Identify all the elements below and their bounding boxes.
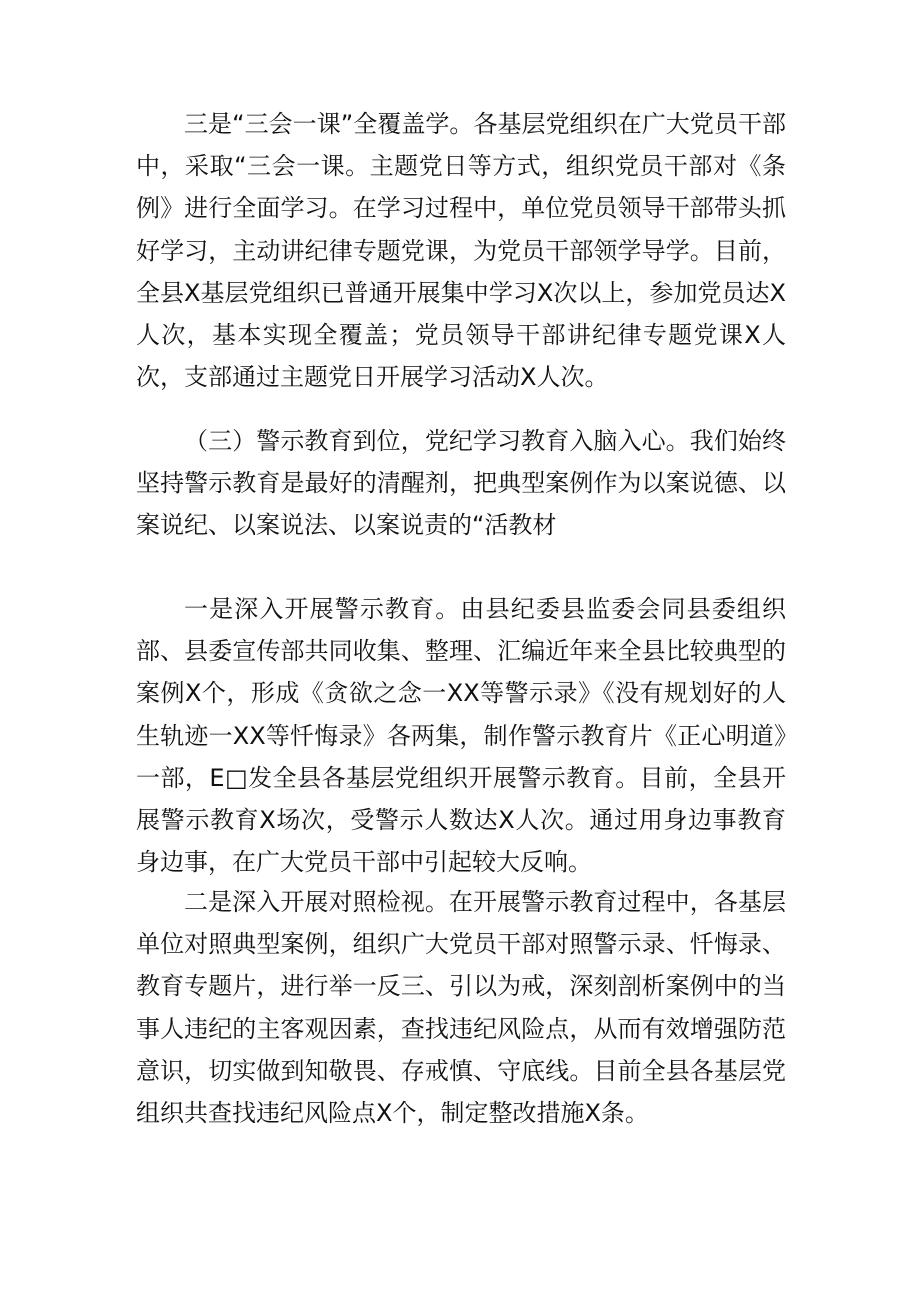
paragraph-warning-education-heading: （三）警示教育到位，党纪学习教育入脑入心。我们始终坚持警示教育是最好的清醒剂，把典型案例作为以案说德、以案说纪、以案说法、以案说责的“活教材 — [136, 427, 786, 540]
paragraph-self-examination: 二是深入开展对照检视。在开展警示教育过程中，各基层单位对照典型案例，组织广大党员干部对照警示录、忏悔录、教育专题片，进行举一反三、引以为戒，深刻剖析案例中的当事人违纪的主客观因素，查找违纪风险点，从而有效增强防范意识，切实做到知敬畏、存戒慎、守底线。目前全县各基层党组织共查找违纪风险点X个，制定整改措施X条。 — [136, 888, 786, 1128]
paragraph-three-meetings: 三是“三会一课”全覆盖学。各基层党组织在广大党员干部中，采取“三会一课。主题党日等方式，组织党员干部对《条例》进行全面学习。在学习过程中，单位党员领导干部带头抓好学习，主动讲纪律专题党课，为党员干部领学导学。目前，全县X基层党组织已普通开展集中学习X次以上，参加党员达X人次，基本实现全覆盖；党员领导干部讲纪律专题党课X人次，支部通过主题党日开展学习活动X人次。 — [136, 110, 786, 392]
paragraph-warning-education: 一是深入开展警示教育。由县纪委县监委会同县委组织部、县委宣传部共同收集、整理、汇编近年来全县比较典型的案例X个，形成《贪欲之念一XX等警示录》《没有规划好的人生轨迹一XX等忏悔录》各两集，制作警示教育片《正心明道》一部，E□发全县各基层党组织开展警示教育。目前，全县开展警示教育X场次，受警示人数达X人次。通过用身边事教育身边事，在广大党员干部中引起较大反响。 — [136, 595, 786, 877]
